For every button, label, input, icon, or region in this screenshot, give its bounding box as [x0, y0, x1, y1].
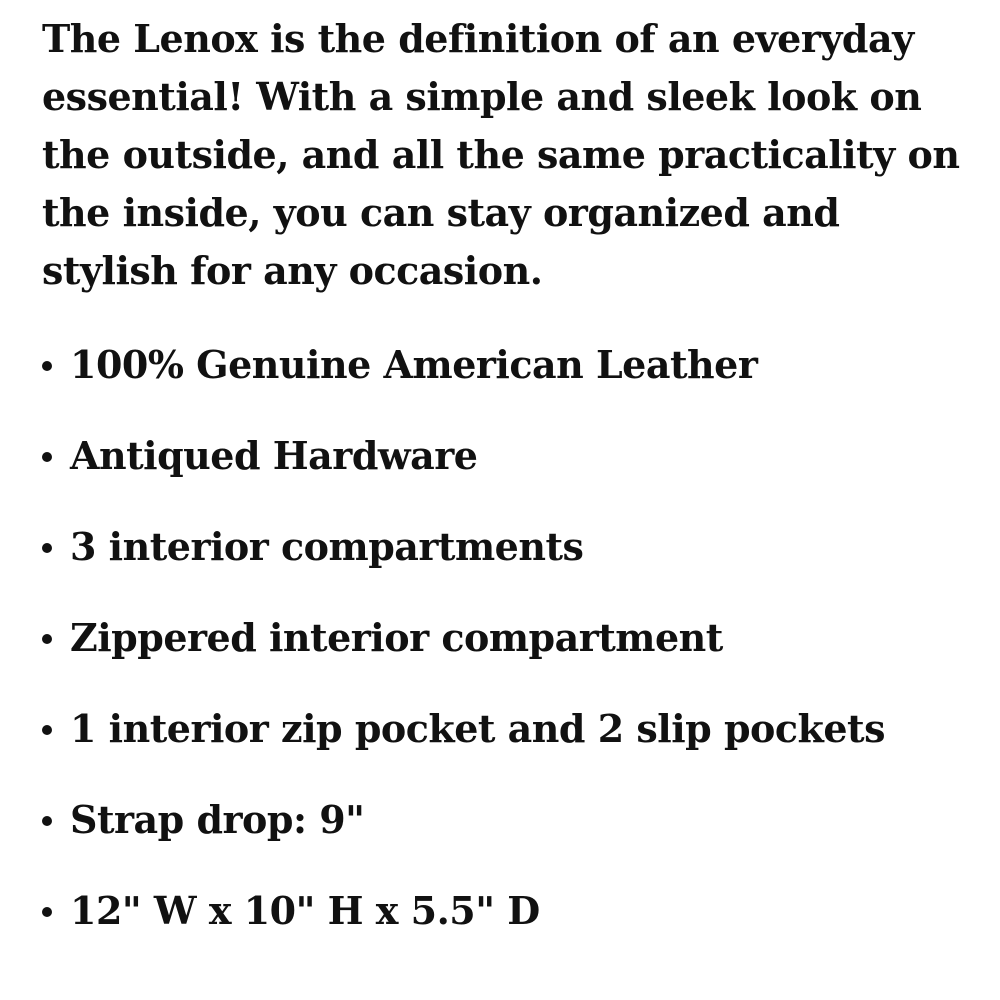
list-item	[42, 522, 970, 572]
feature-text: 1 interior zip pocket and 2 slip pockets	[70, 706, 885, 751]
feature-text: Antiqued Hardware	[70, 433, 478, 478]
bullet-icon	[42, 907, 52, 917]
list-item	[42, 886, 970, 936]
feature-text: 12" W x 10" H x 5.5" D	[70, 888, 540, 933]
list-item	[42, 704, 970, 754]
bullet-icon	[42, 634, 52, 644]
bullet-icon	[42, 361, 52, 371]
bullet-icon	[42, 543, 52, 553]
bullet-icon	[42, 816, 52, 826]
list-item	[42, 613, 970, 663]
list-item	[42, 340, 970, 390]
list-item	[42, 431, 970, 481]
feature-list	[42, 340, 970, 936]
product-description: The Lenox is the definition of an everyday essential! With a simple and sleek look on the outside, and all the same practicality on the inside, you can stay organized and stylish for any occasion.	[42, 16, 960, 293]
bullet-icon	[42, 452, 52, 462]
feature-text: Zippered interior compartment	[70, 615, 723, 660]
list-item	[42, 795, 970, 845]
feature-text: 100% Genuine American Leather	[70, 342, 758, 387]
feature-text: 3 interior compartments	[70, 524, 584, 569]
feature-text: Strap drop: 9"	[70, 797, 365, 842]
bullet-icon	[42, 725, 52, 735]
